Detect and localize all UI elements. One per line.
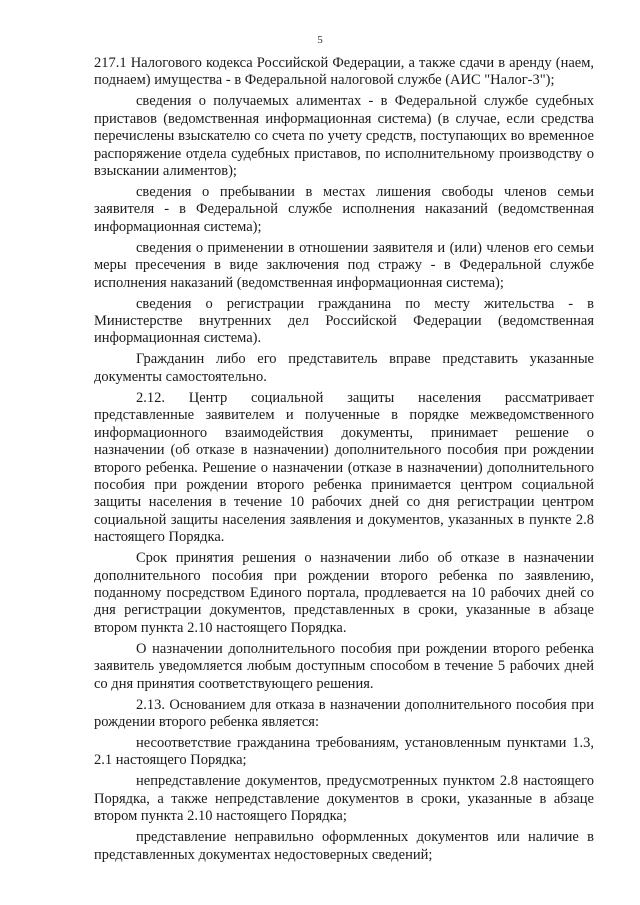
paragraph: 217.1 Налогового кодекса Российской Федерации, а также сдачи в аренду (наем, поднаем) имущества - в Федеральной налоговой службе (АИС "Налог-3"); (94, 55, 594, 89)
paragraph: представление неправильно оформленных документов или наличие в представленных документах недостоверных сведений; (94, 829, 594, 863)
paragraph: несоответствие гражданина требованиям, установленным пунктами 1.3, 2.1 настоящего Порядка; (94, 734, 594, 769)
document-body (94, 55, 594, 868)
paragraph: сведения о пребывании в местах лишения свободы членов семьи заявителя - в Федеральной службе исполнения наказаний (ведомственная информационная система); (94, 184, 594, 235)
paragraph: Срок принятия решения о назначении либо об отказе в назначении дополнительного пособия при рождении второго ребенка по заявлению, поданному посредством Единого портала, продлевается на 10 рабочих дней со дня регистрации документов, представленных в сроки, указанные в абзаце втором пункта 2.10 настоящего Порядка. (94, 550, 594, 636)
paragraph: Гражданин либо его представитель вправе представить указанные документы самостоятельно. (94, 351, 594, 385)
paragraph: О назначении дополнительного пособия при рождении второго ребенка заявитель уведомляется любым доступным способом в течение 5 рабочих дней со дня принятия соответствующего решения. (94, 640, 594, 692)
paragraph: сведения о получаемых алиментах - в Федеральной службе судебных приставов (ведомственная информационная система) (в случае, если средства перечислены взыскателю со счета по учету средств, поступающих во временное распоряжение отдела судебных приставов, по исполнительному производству о взыскании алиментов); (94, 93, 594, 180)
paragraph: непредставление документов, предусмотренных пунктом 2.8 настоящего Порядка, а также непредставление документов в сроки, указанные в абзаце втором пункта 2.10 настоящего Порядка; (94, 773, 594, 825)
paragraph: сведения о применении в отношении заявителя и (или) членов его семьи меры пресечения в виде заключения под стражу - в Федеральной службе исполнения наказаний (ведомственная информационная система); (94, 239, 594, 291)
paragraph: сведения о регистрации гражданина по месту жительства - в Министерстве внутренних дел Российской Федерации (ведомственная информационная система). (94, 295, 594, 347)
paragraph: 2.12. Центр социальной защиты населения рассматривает представленные заявителем и полученные в порядке межведомственного информационного взаимодействия документы, принимает решение о назначении (об отказе в назначении) дополнительного пособия при рождении второго ребенка. Решение о назначении (отказе в назначении) дополнительного пособия при рождении второго ребенка принимается центром социальной защиты населения в течение 10 рабочих дней со дня регистрации центром социальной защиты населения заявления и документов, указанных в пункте 2.8 настоящего Порядка. (94, 389, 594, 546)
paragraph: 2.13. Основанием для отказа в назначении дополнительного пособия при рождении второго ребенка является: (94, 696, 594, 730)
page-number: 5 (317, 34, 323, 46)
